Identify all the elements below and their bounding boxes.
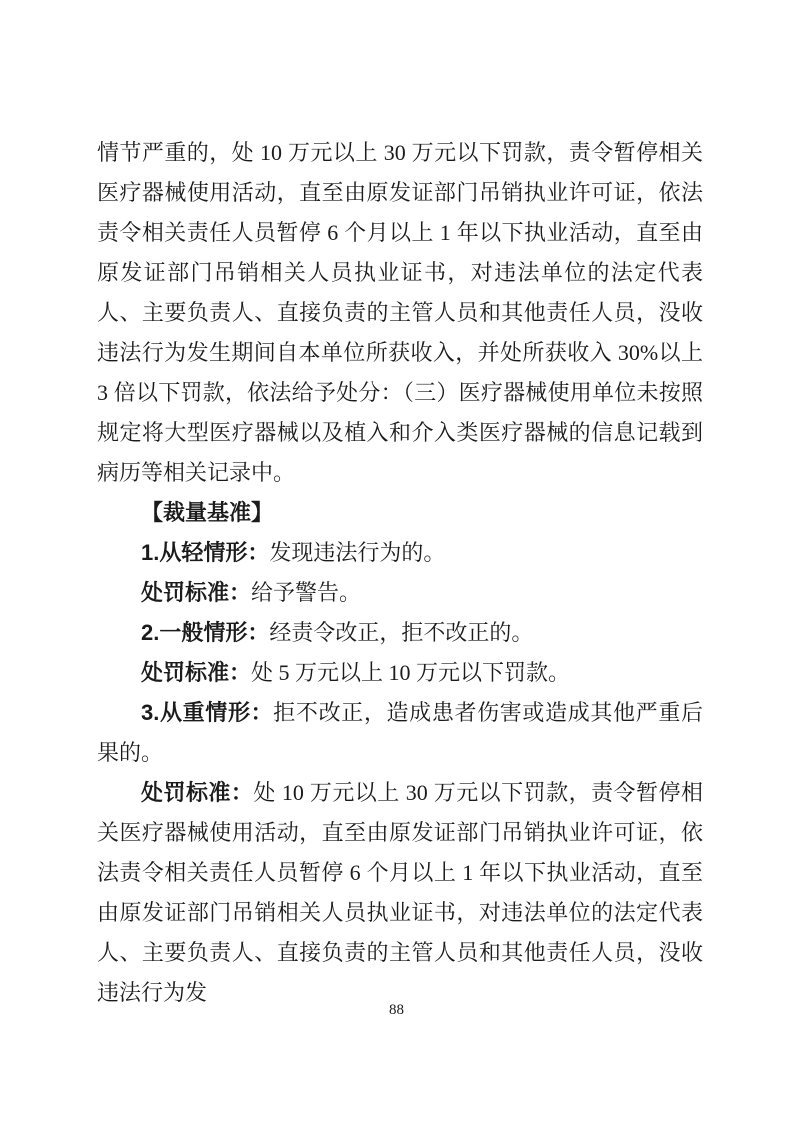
- clause-lenient-circumstance: [97, 533, 703, 573]
- clause-penalty-standard-3: [97, 773, 703, 1013]
- clause-severe-circumstance: [97, 693, 703, 773]
- clause-label: 处罚标准：: [141, 580, 252, 605]
- clause-label: 3.从重情形：: [141, 700, 274, 725]
- clause-label: 处罚标准：: [141, 780, 254, 805]
- clause-label: 2.一般情形：: [141, 620, 270, 645]
- clause-text: 处 10 万元以上 30 万元以下罚款，责令暂停相关医疗器械使用活动，直至由原发证部门吊销执业许可证，依法责令相关责任人员暂停 6 个月以上 1 年以下执业活动，直至由原发证部门吊销相关人员执业证书，对违法单位的法定代表人、主要负责人、直接负责的主管人员和其他责任人员，没收违法行为发: [97, 780, 703, 1005]
- clause-penalty-standard-1: [97, 573, 703, 613]
- document-body: [97, 133, 703, 1013]
- clause-general-circumstance: [97, 613, 703, 653]
- clause-text: 给予警告。: [251, 580, 362, 605]
- clause-penalty-standard-2: [97, 653, 703, 693]
- paragraph-continuation: 情节严重的，处 10 万元以上 30 万元以下罚款，责令暂停相关医疗器械使用活动，直至由原发证部门吊销执业许可证，依法责令相关责任人员暂停 6 个月以上 1 年以下执业活动，直至由原发证部门吊销相关人员执业证书，对违法单位的法定代表人、主要负责人、直接负责的主管人员和其他责任人员，没收违法行为发生期间自本单位所获收入，并处所获收入 30%以上 3 倍以下罚款，依法给予处分：（三）医疗器械使用单位未按照规定将大型医疗器械以及植入和介入类医疗器械的信息记载到病历等相关记录中。: [97, 140, 703, 485]
- clause-text: 发现违法行为的。: [269, 540, 446, 565]
- clause-label: 处罚标准：: [141, 660, 252, 685]
- clause-text: 拒不改正，造成患者伤害或造成其他严重后果的。: [97, 700, 703, 765]
- clause-label: 1.从轻情形：: [141, 540, 270, 565]
- page-number: 88: [389, 1002, 404, 1018]
- section-heading-discretion-benchmark: 【裁量基准】: [141, 500, 274, 525]
- clause-text: 处 5 万元以上 10 万元以下罚款。: [251, 660, 571, 685]
- clause-text: 经责令改正，拒不改正的。: [269, 620, 534, 645]
